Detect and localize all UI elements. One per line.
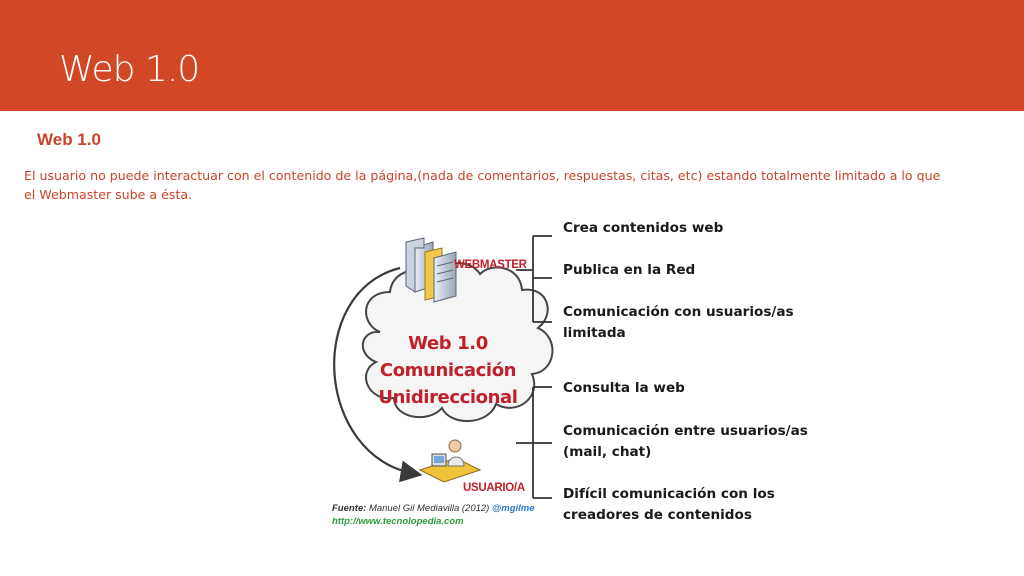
item-line: Crea contenidos web — [563, 220, 724, 236]
source-url: http://www.tecnolopedia.com — [332, 516, 464, 527]
user-label: USUARIO/A — [463, 482, 525, 494]
source-credit — [332, 502, 535, 528]
web-diagram — [320, 212, 808, 537]
source-prefix: Fuente: — [332, 503, 367, 514]
cloud-line: Unidireccional — [378, 387, 518, 408]
section-heading: Web 1.0 — [37, 130, 101, 149]
item-line: Comunicación entre usuarios/as — [563, 423, 808, 439]
source-handle: @mgilme — [491, 503, 535, 514]
item-line: Difícil comunicación con los — [563, 486, 775, 502]
item-line: Consulta la web — [563, 380, 685, 396]
webmaster-label: WEBMASTER — [454, 259, 527, 271]
computer-user-icon — [420, 440, 480, 482]
cloud-line: Web 1.0 — [408, 333, 488, 354]
cloud-label — [368, 330, 528, 411]
item-line: (mail, chat) — [563, 444, 652, 460]
item-line: limitada — [563, 325, 626, 341]
slide-title: Web 1.0 — [59, 49, 200, 90]
body-paragraph: El usuario no puede interactuar con el contenido de la página,(nada de comentarios, respuestas, citas, etc) estando totalmente limitado a lo que el Webmaster sube a ésta. — [24, 168, 941, 202]
webmaster-item — [563, 260, 695, 281]
user-item — [563, 378, 685, 399]
webmaster-item — [563, 218, 723, 239]
item-line: creadores de contenidos — [563, 507, 752, 523]
webmaster-item — [563, 302, 794, 344]
cloud-line: Comunicación — [379, 360, 517, 381]
user-item — [563, 421, 808, 463]
source-author: Manuel Gil Mediavilla (2012) — [368, 503, 490, 514]
item-line: Comunicación con usuarios/as — [563, 304, 794, 320]
item-line: Publica en la Red — [563, 262, 696, 278]
user-item — [563, 484, 775, 526]
